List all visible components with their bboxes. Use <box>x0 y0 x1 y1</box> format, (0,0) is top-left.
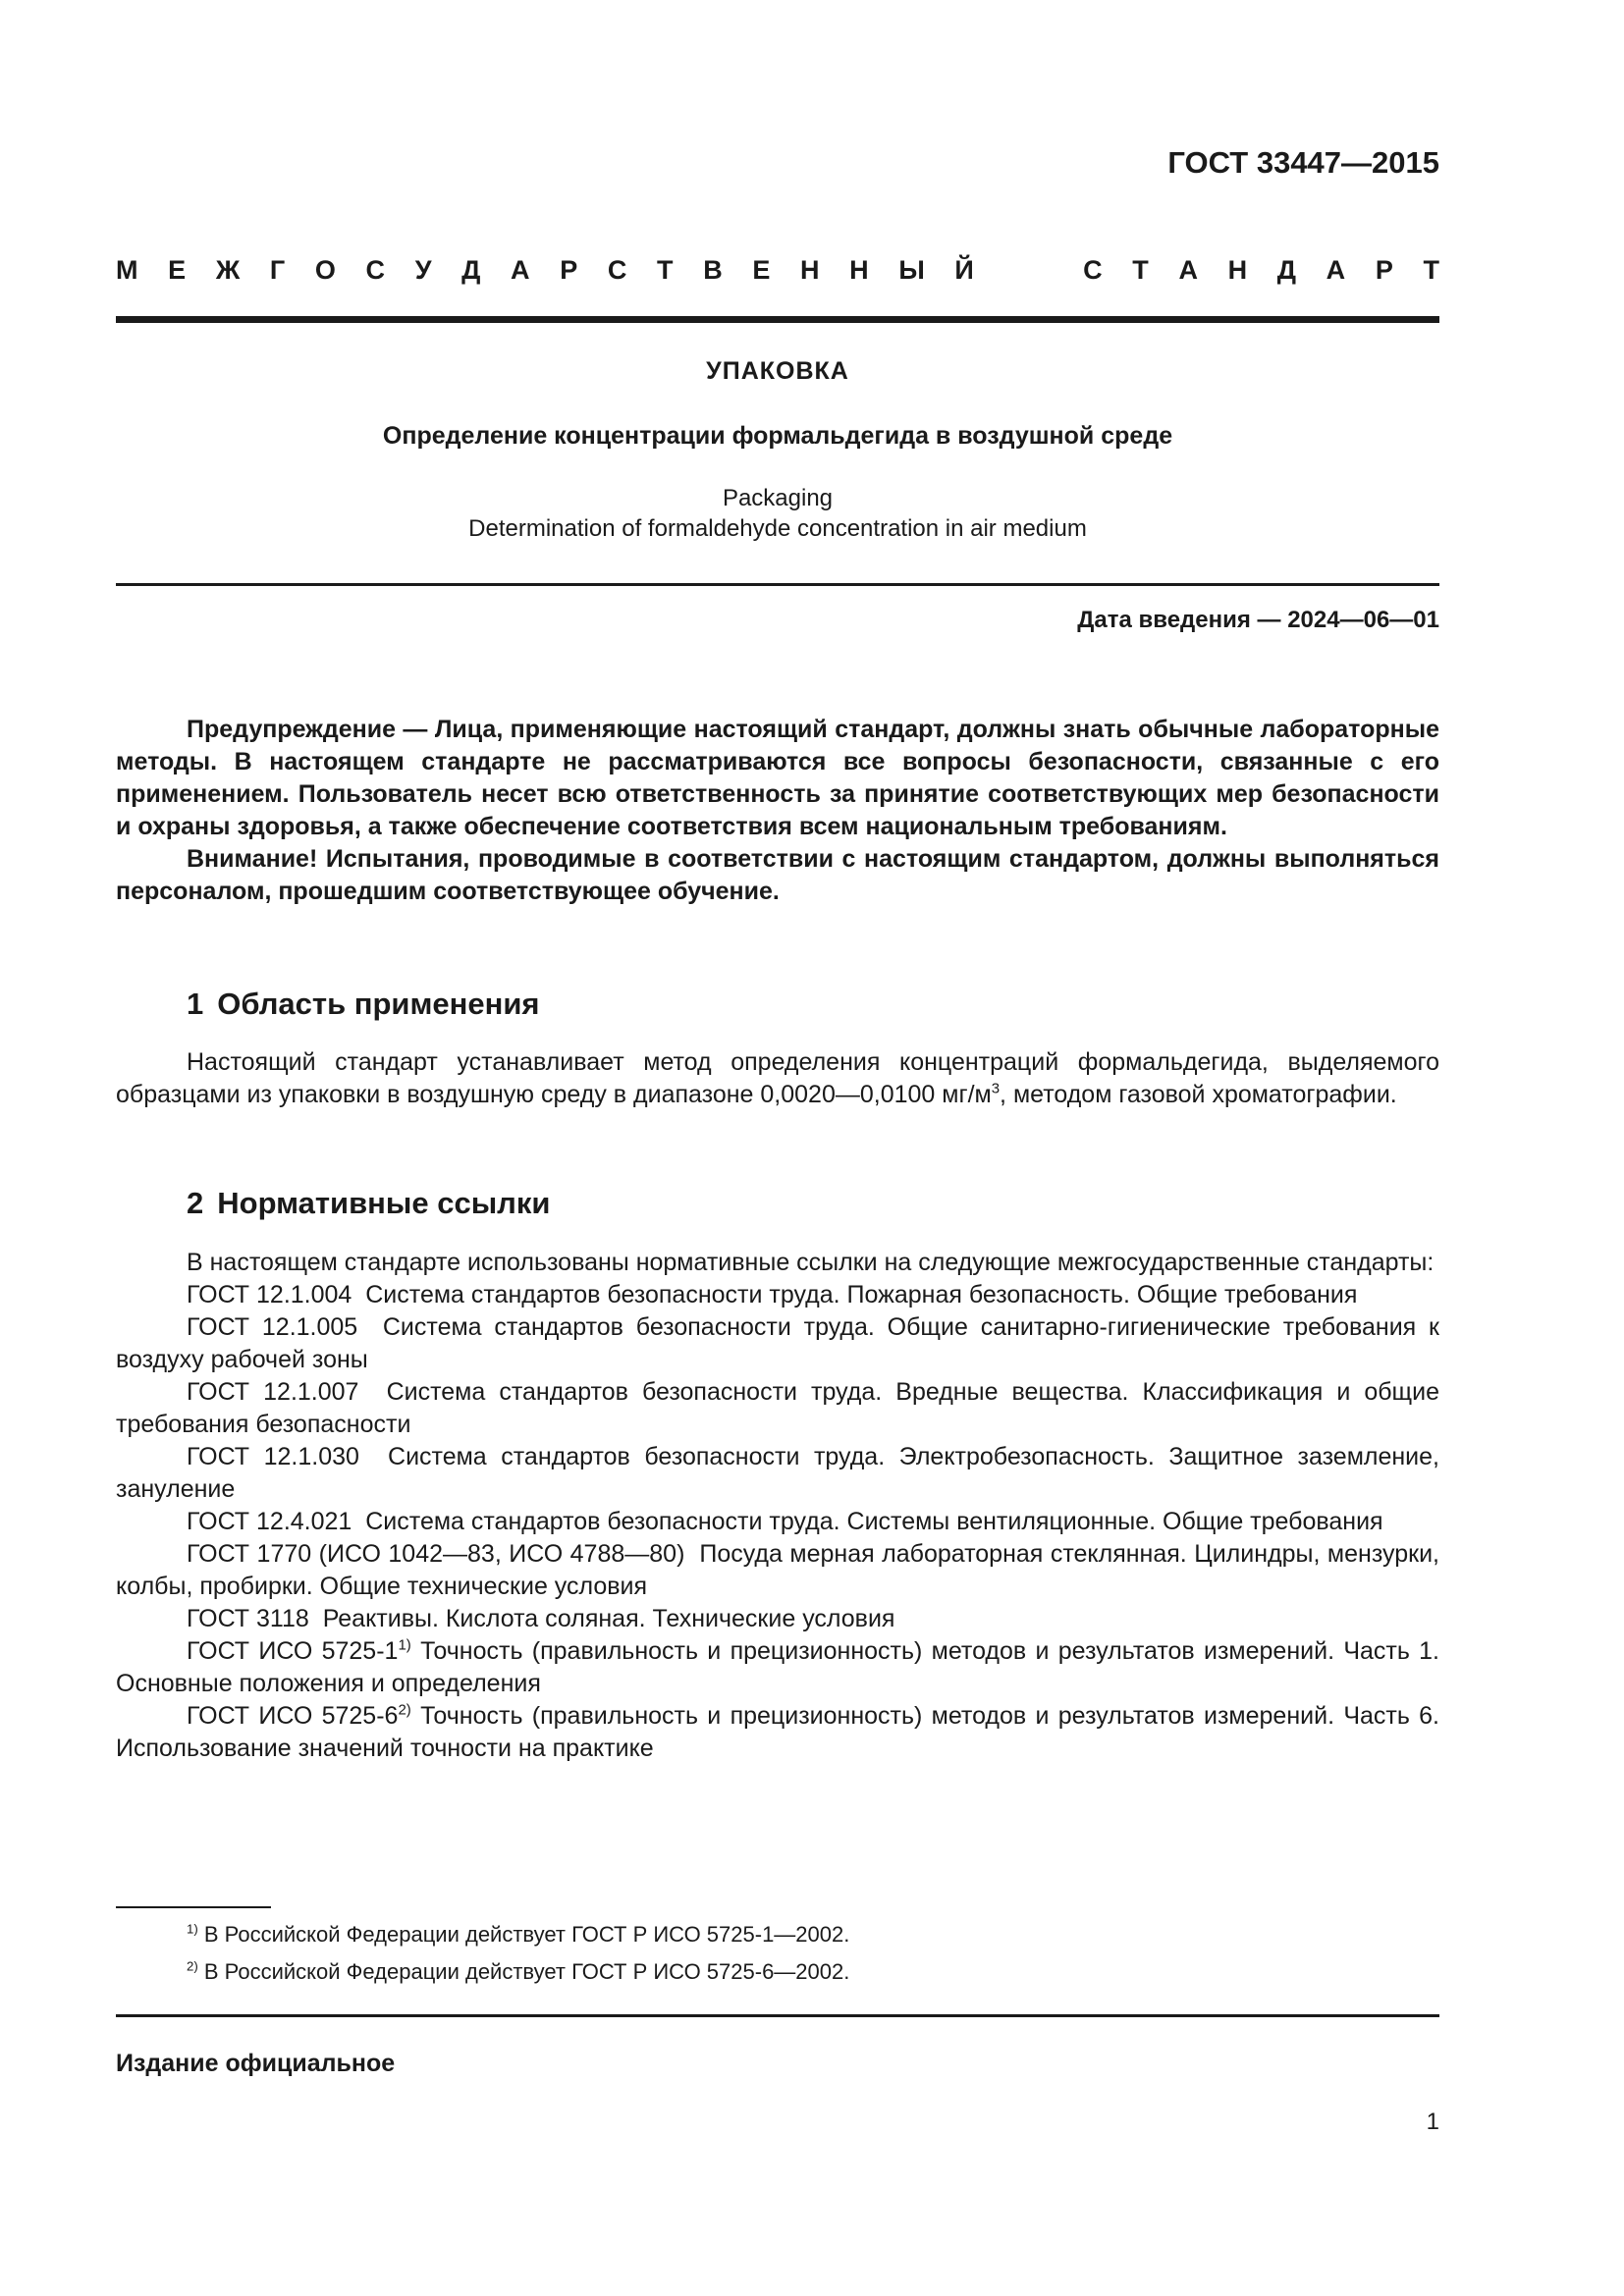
header-letter: С <box>365 255 386 285</box>
reference-title: Система стандартов безопасности труда. Вредные вещества. Классификация и общие требования безопасности <box>116 1378 1439 1438</box>
reference-code: ГОСТ 12.4.021 <box>187 1508 352 1535</box>
reference-code: ГОСТ ИСО 5725-1 <box>187 1637 399 1665</box>
footnote-mark: 1) <box>398 1636 411 1654</box>
header-letter: А <box>511 255 530 285</box>
reference-code: ГОСТ 12.1.004 <box>187 1281 352 1308</box>
footnote-mark: 1) <box>187 1921 198 1937</box>
header-gap <box>1003 255 1053 286</box>
header-letter: Й <box>954 255 974 285</box>
subtitle-ru: Определение концентрации формальдегида в воздушной среде <box>382 422 1173 450</box>
header-letter: Т <box>1132 255 1149 285</box>
section-1-body <box>116 1046 1439 1111</box>
section-number: 2 <box>187 1186 204 1220</box>
reference-title: Система стандартов безопасности труда. Системы вентиляционные. Общие требования <box>365 1508 1383 1535</box>
section-1-heading <box>187 987 540 1022</box>
header-letter: М <box>116 255 138 285</box>
reference-title: Точность (правильность и прецизионность) методов и результатов измерений. Часть 1. Основные положения и определения <box>116 1637 1440 1697</box>
header-letter: С <box>607 255 627 285</box>
section-title: Нормативные ссылки <box>217 1186 551 1220</box>
header-letter: С <box>1083 255 1103 285</box>
header-letter: О <box>314 255 336 285</box>
header-letter: В <box>703 255 723 285</box>
bottom-rule <box>116 2014 1439 2017</box>
reference-item <box>116 1635 1439 1700</box>
attention-paragraph: Внимание! Испытания, проводимые в соответствии с настоящим стандартом, должны выполняться персоналом, прошедшим соответствующее обучение. <box>116 845 1439 905</box>
reference-item <box>116 1603 1439 1635</box>
header-letter: Р <box>1375 255 1393 285</box>
header-letter: Д <box>461 255 481 285</box>
footnote-text: В Российской Федерации действует ГОСТ Р ИСО 5725-6—2002. <box>203 1959 850 1984</box>
reference-code: ГОСТ 1770 (ИСО 1042—83, ИСО 4788—80) <box>187 1540 685 1568</box>
reference-code: ГОСТ 12.1.005 <box>187 1313 358 1341</box>
reference-item <box>116 1441 1439 1506</box>
section-2-heading <box>187 1186 550 1221</box>
reference-title: Реактивы. Кислота соляная. Технические условия <box>322 1605 895 1632</box>
header-letter: Е <box>752 255 771 285</box>
document-code: ГОСТ 33447—2015 <box>1167 145 1439 180</box>
reference-title: Точность (правильность и прецизионность) методов и результатов измерений. Часть 6. Использование значений точности на практике <box>116 1702 1440 1762</box>
reference-title: Посуда мерная лабораторная стеклянная. Цилиндры, мензурки, колбы, пробирки. Общие технические условия <box>116 1540 1439 1600</box>
reference-code: ГОСТ ИСО 5725-6 <box>187 1702 399 1730</box>
reference-item <box>116 1279 1439 1311</box>
page-number: 1 <box>1426 2109 1439 2135</box>
scope-paragraph <box>116 1046 1439 1111</box>
title-ru: УПАКОВКА <box>706 357 849 385</box>
reference-item <box>116 1538 1439 1603</box>
reference-item <box>116 1700 1439 1765</box>
header-letter: Ы <box>898 255 925 285</box>
reference-code: ГОСТ 12.1.007 <box>187 1378 359 1406</box>
superscript: 3 <box>991 1080 1001 1097</box>
reference-title: Система стандартов безопасности труда. Общие санитарно-гигиенические требования к воздуху рабочей зоны <box>116 1313 1439 1373</box>
reference-item <box>116 1376 1439 1441</box>
title-en-line-1: Packaging <box>722 485 834 511</box>
references-intro: В настоящем стандарте использованы нормативные ссылки на следующие межгосударственные стандарты: <box>187 1249 1435 1276</box>
header-letter: Н <box>800 255 820 285</box>
header-rule <box>116 316 1439 323</box>
header-letter: Д <box>1276 255 1297 285</box>
header-letter: Г <box>269 255 286 285</box>
footnote-rule <box>116 1906 271 1908</box>
header-letter: Т <box>657 255 674 285</box>
header-letter: А <box>1178 255 1198 285</box>
reference-code: ГОСТ 12.1.030 <box>187 1443 359 1470</box>
introduction-date: Дата введения — 2024—06—01 <box>1077 607 1439 633</box>
reference-title: Система стандартов безопасности труда. Пожарная безопасность. Общие требования <box>365 1281 1358 1308</box>
header-letter: Н <box>849 255 869 285</box>
header-letter: Н <box>1227 255 1248 285</box>
header-letter: Ж <box>215 255 241 285</box>
scope-text: Настоящий стандарт устанавливает метод определения концентраций формальдегида, выделяемого образцами из упаковки в воздушную среду в диапазоне 0,0020—0,0100 мг/м <box>116 1048 1439 1108</box>
reference-code: ГОСТ 3118 <box>187 1605 309 1632</box>
section-number: 1 <box>187 987 204 1021</box>
footnote-mark: 2) <box>187 1958 198 1974</box>
title-rule <box>116 583 1439 586</box>
footnote-mark: 2) <box>398 1701 411 1719</box>
header-letter: Т <box>1423 255 1439 285</box>
footnote-text: В Российской Федерации действует ГОСТ Р ИСО 5725-1—2002. <box>203 1922 850 1947</box>
header-letter: Р <box>560 255 578 285</box>
header-letter: У <box>414 255 432 285</box>
title-en-line-2: Determination of formaldehyde concentration in air medium <box>468 515 1087 542</box>
reference-item <box>116 1311 1439 1376</box>
interstate-standard-header <box>116 255 1439 286</box>
reference-item <box>116 1506 1439 1538</box>
normative-references <box>116 1247 1439 1765</box>
header-letter: А <box>1326 255 1346 285</box>
title-en <box>116 483 1439 544</box>
warning-block <box>116 714 1439 908</box>
section-title: Область применения <box>217 987 540 1021</box>
edition-label: Издание официальное <box>116 2050 396 2077</box>
footnote-1 <box>187 1922 849 1948</box>
footnote-2 <box>187 1959 849 1985</box>
warning-paragraph: Предупреждение — Лица, применяющие настоящий стандарт, должны знать обычные лабораторные методы. В настоящем стандарте не рассматриваются все вопросы безопасности, связанные с его применением. Пользователь несет всю ответственность за принятие соответствующих мер безопасности и охраны здоровья, а также обеспечение соответствия всем национальным требованиям. <box>116 716 1439 840</box>
reference-title: Система стандартов безопасности труда. Электробезопасность. Защитное заземление, зануление <box>116 1443 1439 1503</box>
header-letter: Е <box>168 255 187 285</box>
scope-text-end: , методом газовой хроматографии. <box>1000 1081 1397 1108</box>
